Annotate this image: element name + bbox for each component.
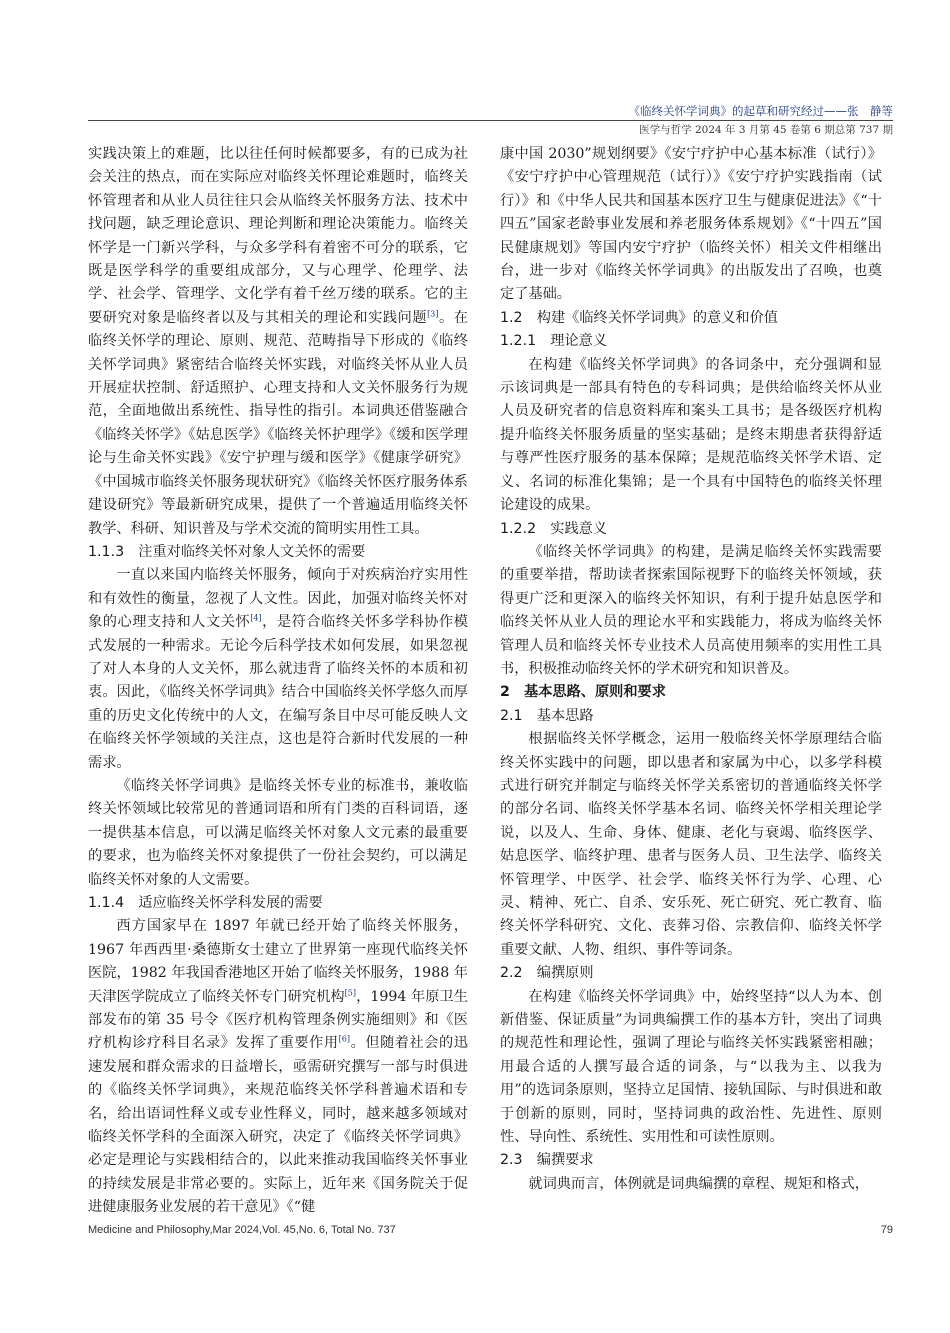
left-column [88, 143, 468, 1220]
citation-ref[interactable]: [6] [338, 1034, 351, 1044]
section-heading-2-1: 2.1 基本思路 [500, 707, 594, 724]
paragraph: 根据临终关怀学概念，运用一般临终关怀学原理结合临终关怀实践中的问题，即以患者和家属为中心，以多学科模式进行研究并制定与临终关怀学关系密切的普通临终关怀学的部分名词、临终关怀学基本名词、临终关怀学相关理论学说，以及人、生命、身体、健康、老化与衰竭、临终医学、姑息医学、临终护理、患者与医务人员、卫生法学、临终关怀管理学、中医学、社会学、临终关怀行为学、心理、心灵、精神、死亡、自杀、安乐死、死亡研究、死亡教育、临终关怀学科研究、文化、丧葬习俗、宗教信仰、临终关怀学重要文献、人物、组织、事件等词条。 [500, 731, 882, 958]
paragraph: 西方国家早在 1897 年就已经开始了临终关怀服务，1967 年西西里·桑德斯女士建立了世界第一座现代临终关怀医院，1982 年我国香港地区开始了临终关怀服务，1988 年天津医学院成立了临终关怀专门研究机构[5]，1994 年原卫生部发布的第 35 号令《医疗机构管理条例实施细则》和《医疗机构诊疗科目名录》发挥了重要作用[6]。但随着社会的迅速发展和群众需求的日益增长，亟需研究撰写一部与时俱进的《临终关怀学词典》，来规范临终关怀学科普遍术语和专名，给出语词性释义或专业性释义，同时，越来越多领域对临终关怀学科的全面深入研究，决定了《临终关怀学词典》必定是理论与实践相结合的，以此来推动我国临终关怀事业的持续发展是非常必要的。实际上，近年来《国务院关于促进健康服务业发展的若干意见》《“健 [88, 918, 468, 1216]
paragraph: 《临终关怀学词典》的构建，是满足临终关怀实践需要的重要举措，帮助读者探索国际视野下的临终关怀领域，获得更广泛和更深入的临终关怀知识，有利于提升姑息医学和临终关怀从业人员的理论水平和实践能力，将成为临终关怀管理人员和临终关怀专业技术人员高使用频率的实用性工具书，积极推动临终关怀的学术研究和知识普及。 [500, 543, 882, 677]
paragraph: 实践决策上的难题，比以往任何时候都要多，有的已成为社会关注的热点，而在实际应对临终关怀理论难题时，临终关怀管理者和从业人员往往只会从临终关怀服务方法、技术中找问题，缺乏理论意识、理论判断和理论决策能力。临终关怀学是一门新兴学科，与众多学科有着密不可分的联系，它既是医学科学的重要组成部分，又与心理学、伦理学、法学、社会学、管理学、文化学有着千丝万缕的联系。它的主要研究对象是临终者以及与其相关的理论和实践问题[3]。在临终关怀学的理论、原则、规范、范畴指导下形成的《临终关怀学词典》紧密结合临终关怀实践，对临终关怀从业人员开展症状控制、舒适照护、心理支持和人文关怀服务行为规范，全面地做出系统性、指导性的指引。本词典还借鉴融合《临终关怀学》《姑息医学》《临终关怀护理学》《缓和医学理论与生命关怀实践》《安宁护理与缓和医学》《健康学研究》《中国城市临终关怀服务现状研究》《临终关怀医疗服务体系建设研究》等最新研究成果，提供了一个普遍适用临终关怀教学、科研、知识普及与学术交流的简明实用性工具。 [88, 146, 468, 537]
paragraph: 康中国 2030”规划纲要》《安宁疗护中心基本标准（试行）》《安宁疗护中心管理规范（试行）》《安宁疗护实践指南（试行）》和《中华人民共和国基本医疗卫生与健康促进法》《“十四五”国家老龄事业发展和养老服务体系规划》《“十四五”国民健康规划》等国内安宁疗护（临终关怀）相关文件相继出台，进一步对《临终关怀学词典》的出版发出了召唤，也奠定了基础。 [500, 146, 882, 303]
section-heading-2-2: 2.2 编撰原则 [500, 965, 594, 982]
running-header-title: 《临终关怀学词典》的起草和研究经过——张 静等 [628, 104, 893, 118]
section-heading-1-2-2: 1.2.2 实践意义 [500, 520, 608, 537]
footer-journal: Medicine and Philosophy,Mar 2024,Vol. 45,No. 6, Total No. 737 [88, 1224, 396, 1236]
section-heading-1-1-3: 1.1.3 注重对临终关怀对象人文关怀的需要 [88, 543, 366, 560]
section-heading-1-2-1: 1.2.1 理论意义 [500, 333, 608, 350]
paragraph: 《临终关怀学词典》是临终关怀专业的标准书，兼收临终关怀领域比较常见的普通词语和所有门类的百科词语，逐一提供基本信息，可以满足临终关怀对象人文元素的最重要的要求，也为临终关怀对象提供了一份社会契约，可以满足临终关怀对象的人文需要。 [88, 777, 468, 888]
citation-ref[interactable]: [3] [427, 309, 439, 319]
page-number: 79 [880, 1224, 893, 1236]
running-header-journal: 医学与哲学 2024 年 3 月第 45 卷第 6 期总第 737 期 [639, 124, 893, 136]
section-heading-2: 2 基本思路、原则和要求 [500, 684, 666, 701]
right-column [500, 143, 882, 1196]
section-heading-1-1-4: 1.1.4 适应临终关怀学科发展的需要 [88, 895, 323, 911]
paragraph: 就词典而言，体例就是词典编撰的章程、规矩和格式， [528, 1175, 869, 1192]
header-divider [88, 120, 893, 121]
paragraph: 在构建《临终关怀学词典》的各词条中，充分强调和显示该词典是一部具有特色的专科词典；是供给临终关怀从业人员及研究者的信息资料库和案头工具书；是各级医疗机构提升临终关怀服务质量的坚实基础；是终末期患者获得舒适与尊严性医疗服务的基本保障；是规范临终关怀学术语、定义、名词的标准化集锦；是一个具有中国特色的临终关怀理论建设的成果。 [500, 356, 882, 514]
paragraph: 在构建《临终关怀学词典》中，始终坚持“以人为本、创新借鉴、保证质量”为词典编撰工作的基本方针，突出了词典的规范性和理论性，强调了理论与临终关怀实践紧密相融；用最合适的人撰写最合适的词条，与“以我为主、以我为用”的选词条原则，坚持立足国情、接轨国际、与时俱进和敢于创新的原则，同时，坚持词典的政治性、先进性、原则性、导向性、系统性、实用性和可读性原则。 [500, 988, 882, 1146]
citation-ref[interactable]: [4] [250, 613, 262, 623]
section-heading-1-2: 1.2 构建《临终关怀学词典》的意义和价值 [500, 309, 778, 326]
section-heading-2-3: 2.3 编撰要求 [500, 1152, 594, 1169]
paragraph: 一直以来国内临终关怀服务，倾向于对疾病治疗实用性和有效性的衡量，忽视了人文性。因此，加强对临终关怀对象的心理支持和人文关怀[4]，是符合临终关怀多学科协作模式发展的一种需求。无论今后科学技术如何发展，如果忽视了对人本身的人文关怀，那么就违背了临终关怀的本质和初衷。因此，《临终关怀学词典》结合中国临终关怀学悠久而厚重的历史文化传统中的人文，在编写条目中尽可能反映人文在临终关怀学领域的关注点，这也是符合新时代发展的一种需求。 [88, 567, 468, 771]
citation-ref[interactable]: [5] [344, 987, 356, 997]
